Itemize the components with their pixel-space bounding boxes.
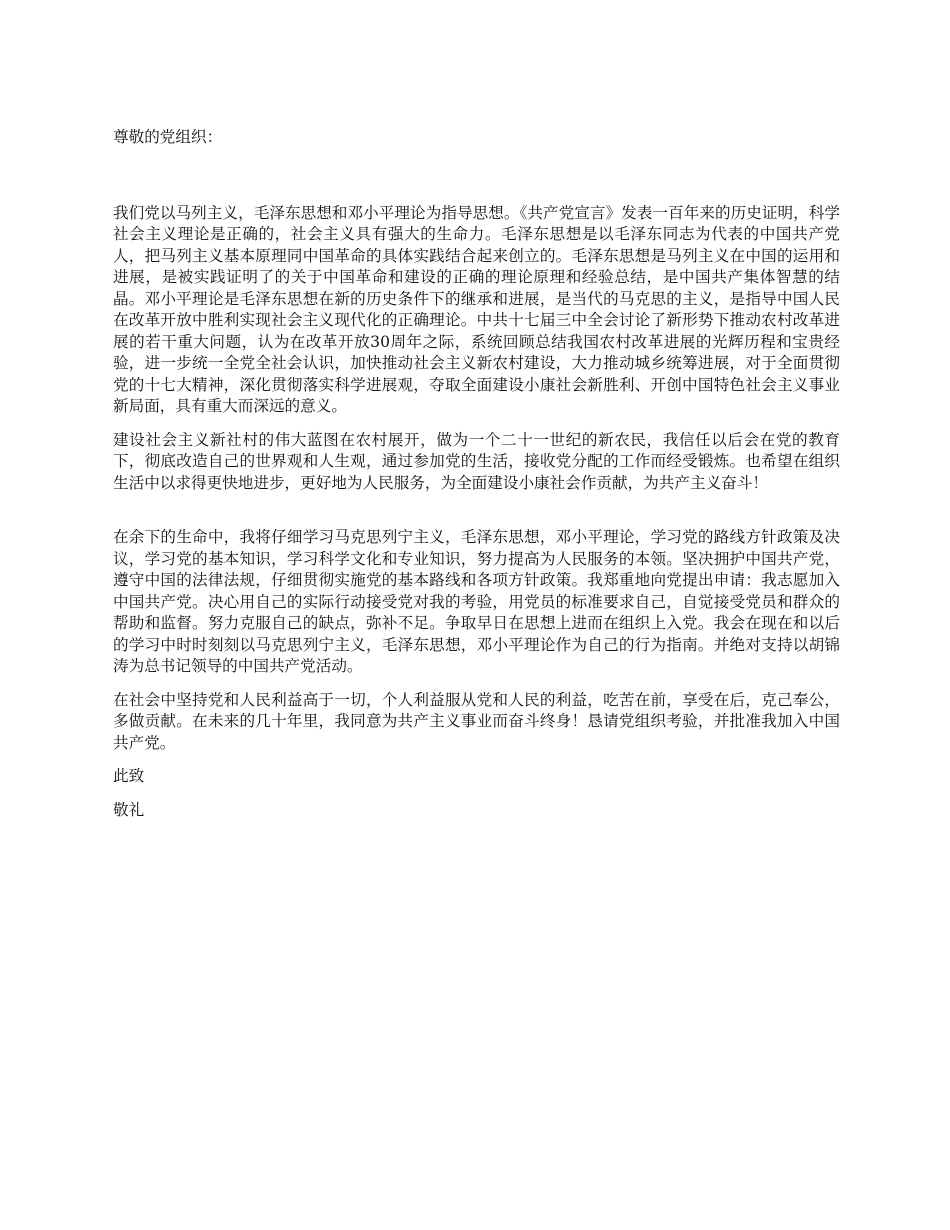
paragraph-guiding-thought: 我们党以马列主义，毛泽东思想和邓小平理论为指导思想。《共产党宣言》发表一百年来的历史证明，科学社会主义理论是正确的，社会主义具有强大的生命力。毛泽东思想是以毛泽东同志为代表的中国共产党人，把马列主义基本原理同中国革命的具体实践结合起来创立的。毛泽东思想是马列主义在中国的运用和进展，是被实践证明了的关于中国革命和建设的正确的理论原理和经验总结，是中国共产集体智慧的结晶。邓小平理论是毛泽东思想在新的历史条件下的继承和进展，是当代的马克思的主义，是指导中国人民在改革开放中胜利实现社会主义现代化的正确理论。中共十七届三中全会讨论了新形势下推动农村改革进展的若干重大问题，认为在改革开放30周年之际，系统回顾总结我国农村改革进展的光辉历程和宝贵经验，进一步统一全党全社会认识，加快推动社会主义新农村建设，大力推动城乡统筹进展，对于全面贯彻党的十七大精神，深化贯彻落实科学进展观，夺取全面建设小康社会新胜利、开创中国特色社会主义事业新局面，具有重大而深远的意义。 <box>113 203 840 415</box>
salutation: 尊敬的党组织： <box>113 128 223 146</box>
closing-jingli: 敬礼 <box>113 800 145 819</box>
paragraph-application: 在余下的生命中，我将仔细学习马克思列宁主义，毛泽东思想，邓小平理论，学习党的路线方针政策及决议，学习党的基本知识，学习科学文化和专业知识，努力提高为人民服务的本领。坚决拥护中国共产党，遵守中国的法律法规，仔细贯彻实施党的基本路线和各项方针政策。我郑重地向党提出申请：我志愿加入中国共产党。决心用自己的实际行动接受党对我的考验，用党员的标准要求自己，自觉接受党员和群众的帮助和监督。努力克服自己的缺点，弥补不足。争取早日在思想上进而在组织上入党。我会在现在和以后的学习中时时刻刻以马克思列宁主义，毛泽东思想，邓小平理论作为自己的行为指南。并绝对支持以胡锦涛为总书记领导的中国共产党活动。 <box>113 528 840 675</box>
closing-cizhi: 此致 <box>113 767 145 785</box>
paragraph-commitment: 在社会中坚持党和人民利益高于一切，个人利益服从党和人民的利益，吃苦在前，享受在后，克己奉公，多做贡献。在未来的几十年里，我同意为共产主义事业而奋斗终身！恳请党组织考验，并批准我加入中国共产党。 <box>113 690 840 752</box>
letter-body <box>113 127 840 833</box>
paragraph-new-countryside: 建设社会主义新社村的伟大蓝图在农村展开，做为一个二十一世纪的新农民，我信任以后会在党的教育下，彻底改造自己的世界观和人生观，通过参加党的生活，接收党分配的工作而经受锻炼。也希望在组织生活中以求得更快地进步，更好地为人民服务，为全面建设小康社会作贡献，为共产主义奋斗！ <box>113 430 840 492</box>
